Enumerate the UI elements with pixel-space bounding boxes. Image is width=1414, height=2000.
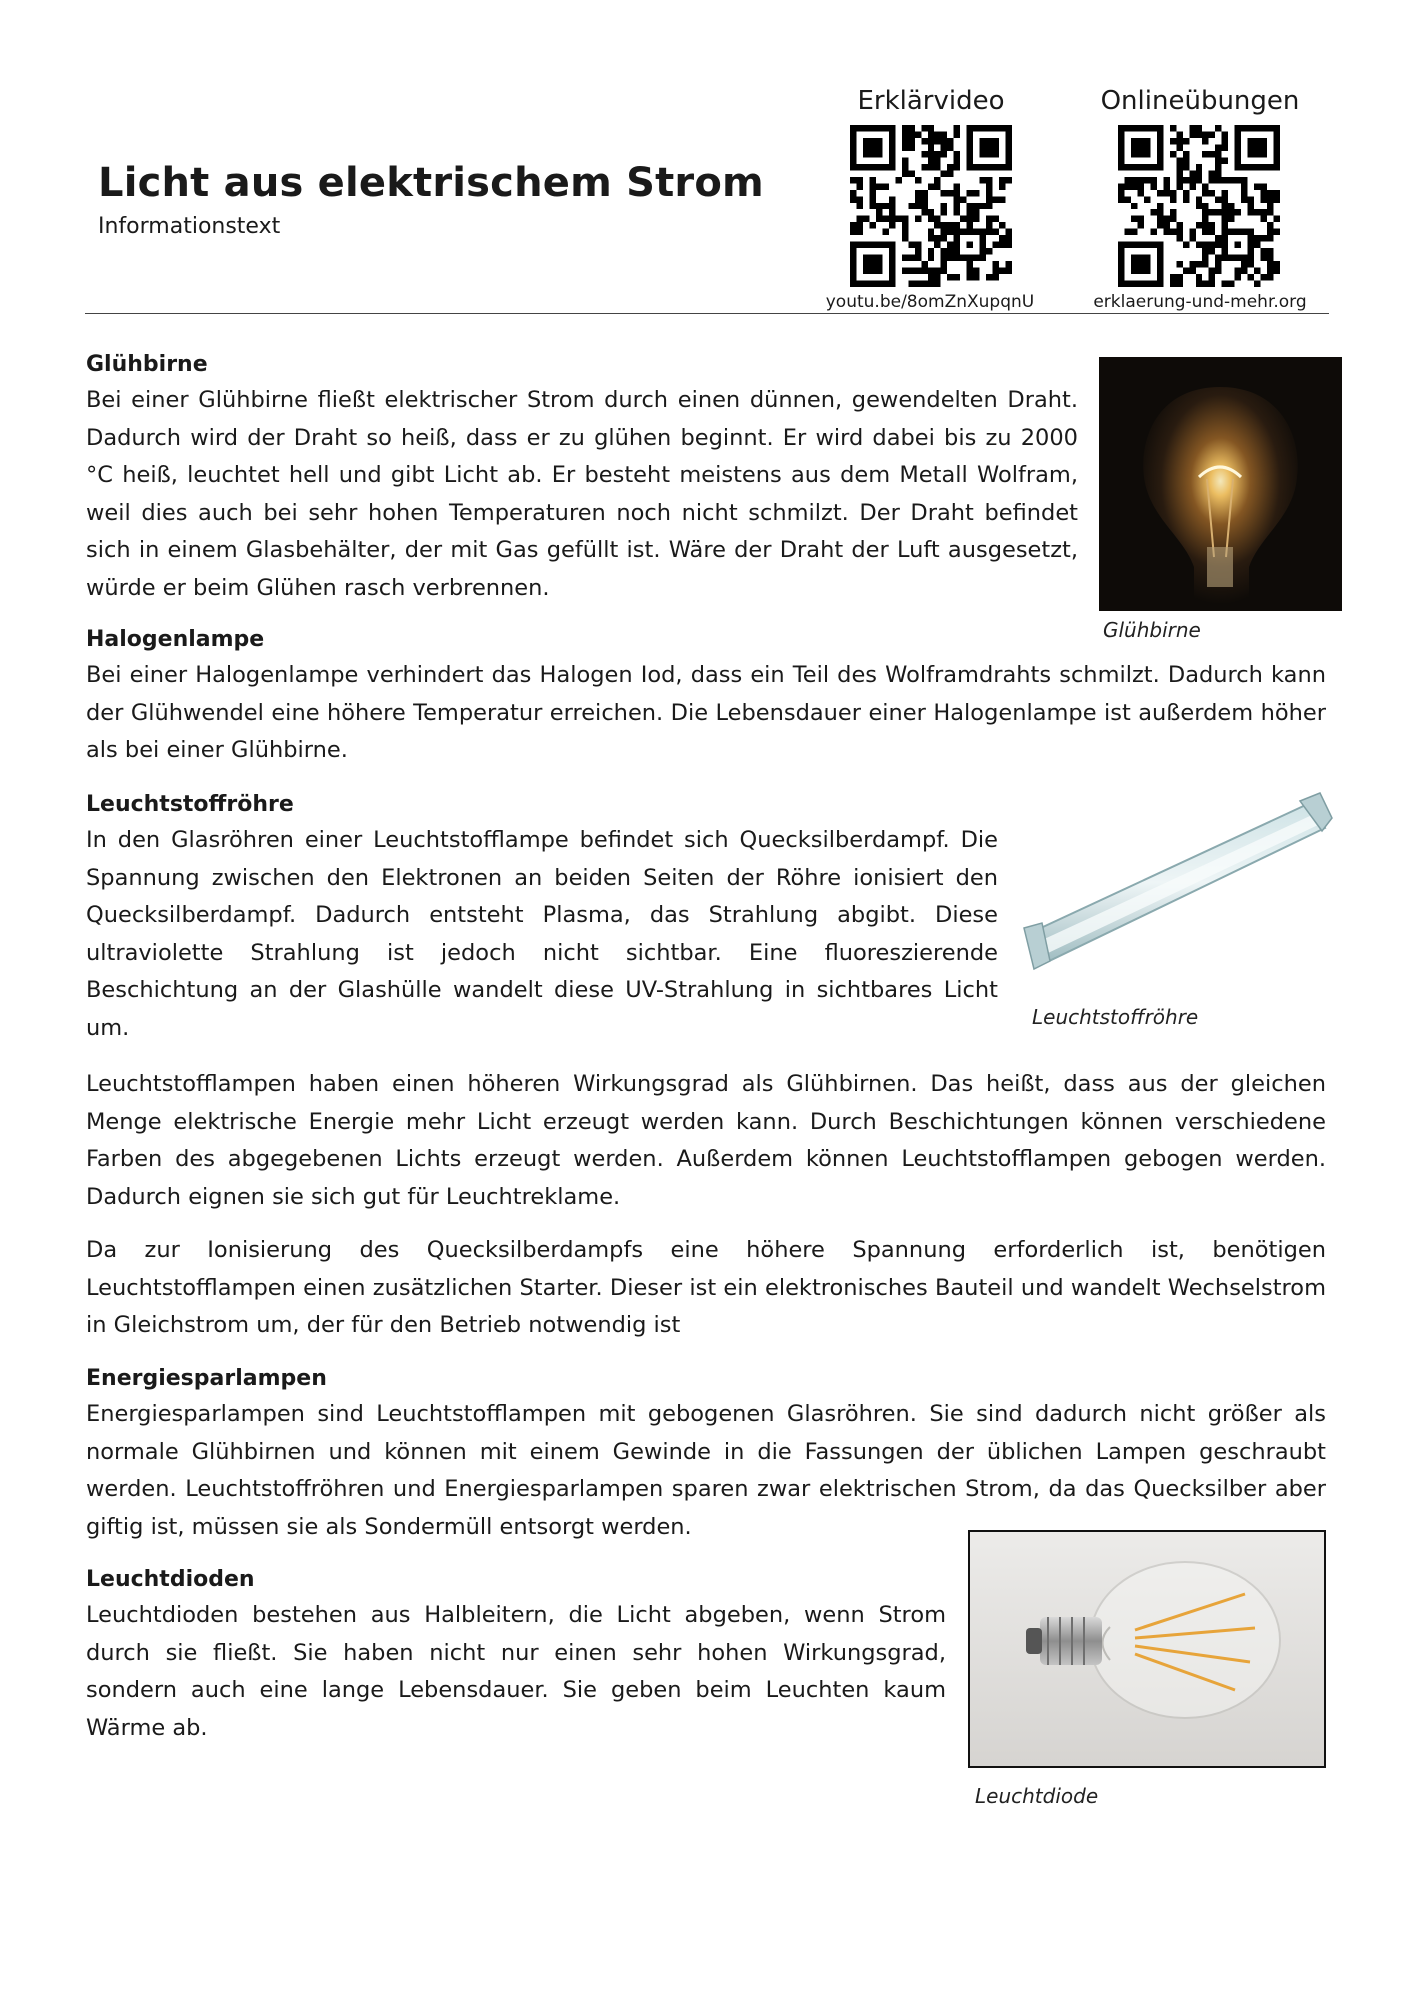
heading-gluehbirne: Glühbirne: [86, 352, 208, 377]
text-gluehbirne: Bei einer Glühbirne fließt elektrischer Strom durch einen dünnen, gewendelten Draht. Dadurch wird der Draht so heiß, dass er zu glühen beginnt. Er wird dabei bis zu 2000 °C heiß, leuchtet hell und gibt Licht ab. Er besteht meistens aus dem Metall Wolfram, weil dies auch bei sehr hohen Temperaturen noch nicht schmilzt. Der Draht befindet sich in einem Glasbehälter, der mit Gas gefüllt ist. Wäre der Draht der Luft ausgesetzt, würde er beim Glühen rasch verbrennen.: [86, 387, 1078, 601]
text-led: Leuchtdioden bestehen aus Halbleitern, die Licht abgeben, wenn Strom durch sie fließt. Sie haben nicht nur einen sehr hohen Wirkungsgrad, sondern auch eine lange Lebensdauer. Sie geben beim Leuchten kaum Wärme ab.: [86, 1602, 946, 1741]
caption-gluehbirne: Glühbirne: [1103, 618, 1201, 642]
text-energiespar: Energiesparlampen sind Leuchtstofflampen mit gebogenen Glasröhren. Sie sind dadurch nicht größer als normale Glühbirnen und können mit einem Gewinde in die Fassungen der üblichen Lampen geschraubt werden. Leuchtstoffröhren und Energiesparlampen sparen zwar elektrischen Strom, da das Quecksilber aber giftig ist, müssen sie als Sondermüll entsorgt werden.: [86, 1401, 1326, 1540]
qr-code-video[interactable]: [850, 125, 1012, 287]
heading-halogen: Halogenlampe: [86, 627, 265, 652]
qr-label-video: Erklärvideo: [857, 86, 1005, 116]
caption-leuchtdiode: Leuchtdiode: [975, 1784, 1099, 1808]
header-divider: [85, 313, 1329, 314]
text-halogen: Bei einer Halogenlampe verhindert das Halogen Iod, dass ein Teil des Wolframdrahts schmilzt. Dadurch kann der Glühwendel eine höhere Temperatur erreichen. Die Lebensdauer einer Halogenlampe ist außerdem höher als bei einer Glühbirne.: [86, 662, 1326, 763]
text-leuchtstoff-3: Da zur Ionisierung des Quecksilberdampfs eine höhere Spannung erforderlich ist, benötigen Leuchtstofflampen einen zusätzlichen Starter. Dieser ist ein elektronisches Bauteil und wandelt Wechselstrom in Gleichstrom um, der für den Betrieb notwendig ist: [86, 1237, 1326, 1338]
qr-url-exercises[interactable]: erklaerung-und-mehr.org: [1093, 292, 1307, 312]
caption-leuchtstoffroehre: Leuchtstoffröhre: [1032, 1005, 1199, 1029]
heading-leuchtstoff: Leuchtstoffröhre: [86, 792, 294, 817]
qr-code-exercises[interactable]: [1118, 125, 1280, 287]
qr-label-exercises: Onlineübungen: [1100, 86, 1300, 116]
photo-leuchtstoffroehre: [1020, 783, 1335, 988]
qr-url-video[interactable]: youtu.be/8omZnXupqnU: [825, 292, 1035, 312]
heading-led: Leuchtdioden: [86, 1567, 255, 1592]
heading-energiespar: Energiesparlampen: [86, 1366, 327, 1391]
page-subtitle: Informationstext: [98, 214, 281, 239]
photo-gluehbirne: [1099, 357, 1342, 611]
text-leuchtstoff-2: Leuchtstofflampen haben einen höheren Wirkungsgrad als Glühbirnen. Das heißt, dass aus der gleichen Menge elektrische Energie mehr Licht erzeugt werden kann. Durch Beschichtungen können verschiedene Farben des abgegebenen Lichts erzeugt werden. Außerdem können Leuchtstofflampen gebogen werden. Dadurch eignen sie sich gut für Leuchtreklame.: [86, 1071, 1326, 1210]
page-title: Licht aus elektrischem Strom: [98, 160, 764, 206]
text-leuchtstoff: In den Glasröhren einer Leuchtstofflampe befindet sich Quecksilberdampf. Die Spannung zwischen den Elektronen an beiden Seiten der Röhre ionisiert den Quecksilberdampf. Dadurch entsteht Plasma, das Strahlung abgibt. Diese ultraviolette Strahlung ist jedoch nicht sichtbar. Eine fluoreszierende Beschichtung an der Glashülle wandelt diese UV-Strahlung in sichtbares Licht um.: [86, 827, 998, 1041]
photo-leuchtdiode: [968, 1530, 1326, 1768]
